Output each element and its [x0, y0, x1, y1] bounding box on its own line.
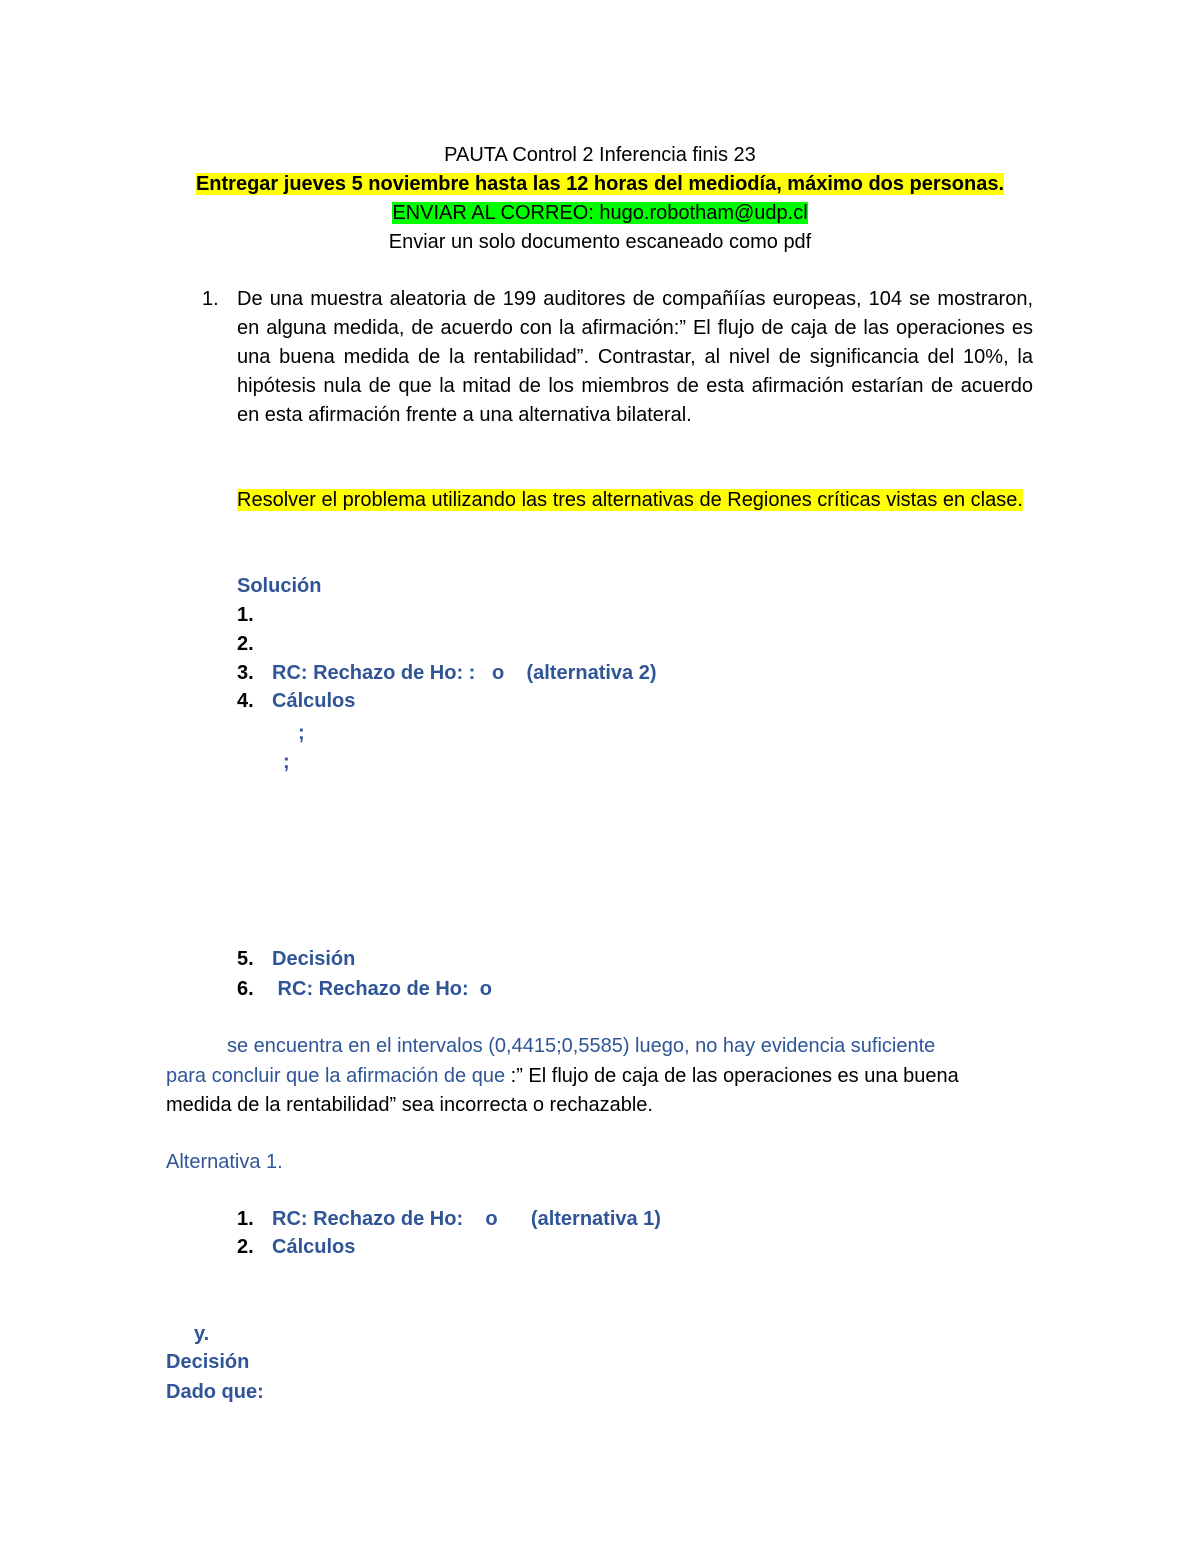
critical-region-alt1: RC: Rechazo de Ho: o (alternativa 1): [272, 1208, 661, 1230]
critical-region-rejection: RC: Rechazo de Ho: o: [272, 978, 493, 1000]
title-text: PAUTA Control 2 Inferencia finis 23: [444, 144, 756, 166]
instruction-text: Enviar un solo documento escaneado como pdf: [388, 231, 812, 253]
email-text: ENVIAR AL CORREO: hugo.robotham@udp.cl: [392, 202, 808, 224]
y-label: y.: [194, 1323, 210, 1345]
given-that-label: Dado que:: [166, 1381, 264, 1403]
question-text: De una muestra aleatoria de 199 auditores de compañíías europeas, 104 se mostraron, en alguna medida, de acuerdo con la afirmación:” El flujo de caja de las operaciones es una buena medida de la rentabilidad”. Contrastar, al nivel de significancia del 10%, la hipótesis nula de que la mitad de los miembros de esta afirmación estarían de acuerdo en esta afirmación frente a una alternativa bilateral.: [237, 288, 1033, 426]
deadline-notice: [0, 170, 1200, 198]
solution-step-number: 1.: [237, 604, 254, 626]
decision-label: Decisión: [272, 948, 356, 970]
conclusion-line-1: se encuentra en el intervalos (0,4415;0,5585) luego, no hay evidencia suficiente: [227, 1035, 936, 1057]
critical-region-alt2: RC: Rechazo de Ho: : o (alternativa 2): [272, 662, 657, 684]
alt1-step-number: 1.: [237, 1208, 254, 1230]
alternative-1-heading: Alternativa 1.: [166, 1151, 283, 1173]
solution-heading: Solución: [237, 575, 322, 597]
alt1-calculations-label: Cálculos: [272, 1236, 356, 1258]
calc-separator: ;: [298, 722, 305, 744]
document-title: [0, 141, 1200, 169]
calculations-label: Cálculos: [272, 690, 356, 712]
task-text: Resolver el problema utilizando las tres alternativas de Regiones críticas vistas en clase.: [237, 489, 1023, 511]
alt1-decision-label: Decisión: [166, 1351, 250, 1373]
solution-step-number: 5.: [237, 948, 254, 970]
conclusion-black-text: :” El flujo de caja de las operaciones es una buena: [510, 1065, 959, 1087]
calc-separator: ;: [283, 751, 290, 773]
solution-step-number: 6.: [237, 978, 254, 1000]
solution-step-number: 3.: [237, 662, 254, 684]
conclusion-blue-text: para concluir que la afirmación de que: [166, 1065, 511, 1087]
conclusion-line-2: [166, 1062, 959, 1090]
task-instruction: [237, 486, 1033, 515]
solution-step-number: 2.: [237, 633, 254, 655]
solution-step-number: 4.: [237, 690, 254, 712]
email-notice: [0, 199, 1200, 227]
deadline-text: Entregar jueves 5 noviembre hasta las 12 horas del mediodía, máximo dos personas.: [195, 173, 1005, 195]
conclusion-line-3: medida de la rentabilidad” sea incorrecta o rechazable.: [166, 1094, 653, 1116]
alt1-step-number: 2.: [237, 1236, 254, 1258]
submission-instruction: [0, 228, 1200, 256]
question-number: 1.: [202, 288, 219, 310]
